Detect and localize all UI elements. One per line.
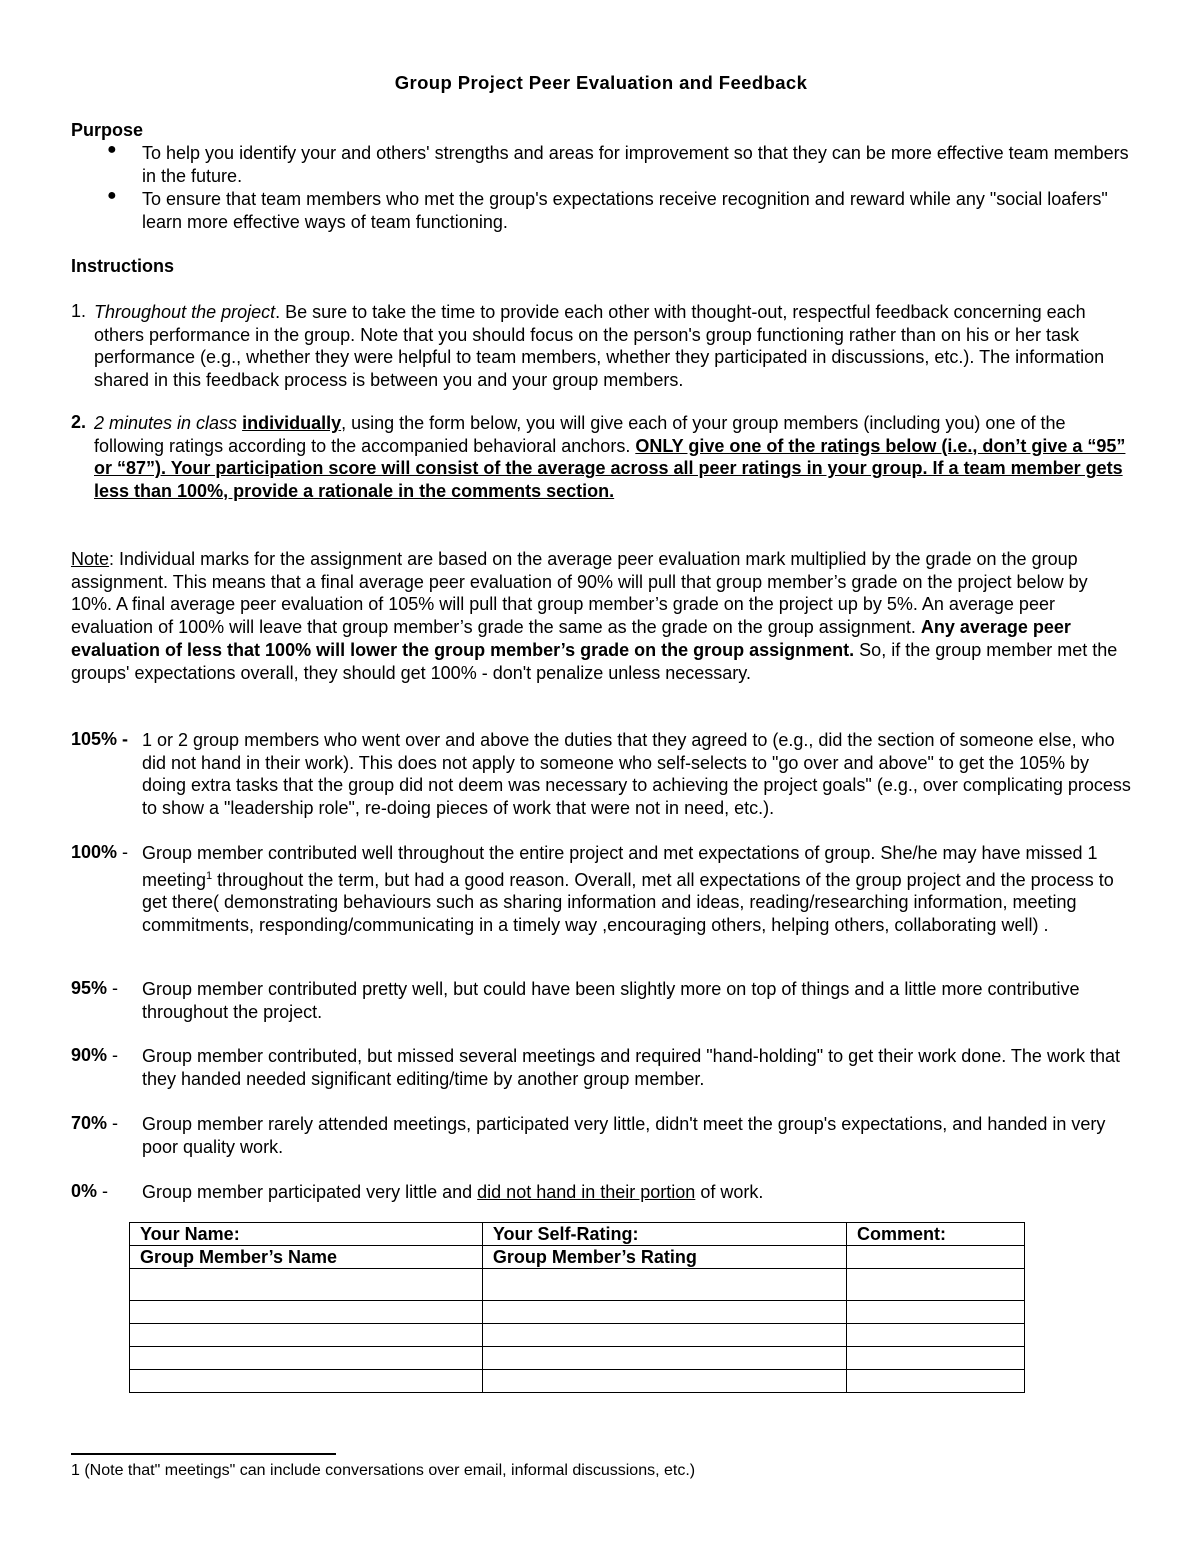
rating-70 xyxy=(71,1113,1131,1158)
note-tail: So, if the group member met the groups' expectations overall, they should get 100% - don't penalize unless necessary. xyxy=(71,639,1118,683)
rating-0 xyxy=(71,1181,1131,1204)
instruction-number: 1. xyxy=(71,301,87,321)
member-rating-cell[interactable] xyxy=(482,1269,846,1301)
table-row xyxy=(130,1370,1025,1393)
comment-cell[interactable] xyxy=(846,1370,1024,1393)
member-name-cell[interactable] xyxy=(130,1324,483,1347)
rating-105 xyxy=(71,729,1131,820)
footnote-ref: 1 xyxy=(206,869,213,882)
member-rating-cell[interactable] xyxy=(482,1347,846,1370)
instruction-body: , using the form below, you will give each of your group members (including you) one of the following ratings according to the accompanied behavioral anchors. xyxy=(94,413,1066,456)
member-name-cell[interactable] xyxy=(130,1347,483,1370)
note-paragraph xyxy=(71,548,1131,684)
instruction-emphasis: individually xyxy=(242,413,342,433)
footnote xyxy=(71,1462,695,1480)
peer-rating-form xyxy=(129,1222,1025,1393)
rating-description: Group member participated very little and did not hand in their portion of work. xyxy=(142,1182,764,1202)
purpose-heading: Purpose xyxy=(71,120,144,140)
purpose-bullet-text: To ensure that team members who met the group's expectations receive recognition and reward while any "social loafers" learn more effective ways of team functioning. xyxy=(142,189,1108,232)
instruction-text xyxy=(94,412,1131,503)
rating-100 xyxy=(71,842,1131,937)
rating-description: Group member contributed well throughout the entire project and met expectations of group. She/he may have missed 1 meeting$^1$ throughout the term, but had a good reason. Overall, met all expectations of the group project and the process to get there( demonstrating behaviours such as sharing information and ideas, reading/researching information, meeting commitments, responding/communicating in a timely way ,encouraging others, helping others, collaborating well) . xyxy=(142,843,1114,936)
table-row xyxy=(130,1347,1025,1370)
rating-label: 90% - xyxy=(71,1045,119,1065)
rating-label: 100% - xyxy=(71,842,129,862)
comment-cell[interactable]: Comment: xyxy=(846,1223,1024,1246)
document-title: Group Project Peer Evaluation and Feedback xyxy=(394,72,808,93)
instruction-item-1 xyxy=(71,301,1131,392)
rating-label: 95% - xyxy=(71,978,119,998)
instructions-heading: Instructions xyxy=(71,256,175,276)
footnote-text: (Note that" meetings" can include conversations over email, informal discussions, etc.) xyxy=(79,1462,696,1479)
table-row xyxy=(130,1269,1025,1301)
table-row xyxy=(130,1301,1025,1324)
purpose-bullet xyxy=(71,142,1131,187)
instruction-body: . Be sure to take the time to provide each other with thought-out, respectful feedback concerning each others performance in the group. Note that you should focus on the person's group functioning rather than on his or her task performance (e.g., whether they were helpful to team members, whether they participated in discussions, etc.). The information shared in this feedback process is between you and your group members. xyxy=(94,302,1105,391)
comment-cell[interactable] xyxy=(846,1269,1024,1301)
instruction-lead: Throughout the project xyxy=(94,302,276,322)
purpose-bullet xyxy=(71,188,1131,233)
comment-cell[interactable] xyxy=(846,1347,1024,1370)
footnote-number: 1 xyxy=(71,1462,80,1479)
table-row xyxy=(130,1223,1025,1246)
bullet-icon: ● xyxy=(107,141,117,158)
member-name-cell[interactable] xyxy=(130,1269,483,1301)
comment-cell[interactable] xyxy=(846,1301,1024,1324)
member-rating-cell[interactable] xyxy=(482,1324,846,1347)
rating-description: Group member contributed, but missed several meetings and required "hand-holding" to get their work done. The work that they handed needed significant editing/time by another group member. xyxy=(142,1046,1120,1089)
instruction-lead: 2 minutes in class xyxy=(94,413,238,433)
instruction-text xyxy=(94,301,1131,392)
bullet-icon: ● xyxy=(107,187,117,204)
table-row xyxy=(130,1324,1025,1347)
note-body: : Individual marks for the assignment are based on the average peer evaluation mark multiplied by the grade on the group assignment. This means that a final average peer evaluation of 90% will pull that group member’s grade on the project below by 10%. A final average peer evaluation of 105% will pull that group member’s grade on the project up by 5%. An average peer evaluation of 100% will leave that group member’s grade the same as the grade on the group assignment. xyxy=(71,549,1088,638)
comment-cell[interactable] xyxy=(846,1246,1024,1269)
rating-label: 0% - xyxy=(71,1181,109,1201)
instruction-item-2 xyxy=(71,412,1131,503)
self-rating-cell[interactable]: Your Self-Rating: xyxy=(482,1223,846,1246)
footnote-divider xyxy=(71,1453,336,1455)
member-name-header: Group Member’s Name xyxy=(130,1246,483,1269)
rating-underline: did not hand in their portion xyxy=(477,1182,696,1202)
rating-95 xyxy=(71,978,1131,1023)
rating-description: 1 or 2 group members who went over and above the duties that they agreed to (e.g., did the section of someone else, who did not hand in their work). This does not apply to someone who self-selects to "go over and above" to get the 105% by doing extra tasks that the group did not deem was necessary to achieving the project goals" (e.g., over complicating process to show a "leadership role", re-doing pieces of work that were not in need, etc.). xyxy=(142,730,1131,819)
note-bold: Any average peer evaluation of less that 100% will lower the group member’s grade on the group assignment. xyxy=(71,617,1071,660)
rating-description: Group member rarely attended meetings, participated very little, didn't meet the group's expectations, and handed in very poor quality work. xyxy=(142,1114,1106,1157)
instruction-number: 2. xyxy=(71,412,87,432)
table-row xyxy=(130,1246,1025,1269)
member-name-cell[interactable] xyxy=(130,1301,483,1324)
member-rating-cell[interactable] xyxy=(482,1370,846,1393)
member-rating-header: Group Member’s Rating xyxy=(482,1246,846,1269)
rating-90 xyxy=(71,1045,1131,1090)
rating-label: 105% - xyxy=(71,729,129,749)
member-name-cell[interactable] xyxy=(130,1370,483,1393)
rating-description: Group member contributed pretty well, but could have been slightly more on top of things and a little more contributive throughout the project. xyxy=(142,979,1080,1022)
rating-label: 70% - xyxy=(71,1113,119,1133)
member-rating-cell[interactable] xyxy=(482,1301,846,1324)
purpose-bullet-text: To help you identify your and others' strengths and areas for improvement so that they can be more effective team members in the future. xyxy=(142,143,1129,186)
note-label: Note xyxy=(71,549,110,569)
your-name-cell[interactable]: Your Name: xyxy=(130,1223,483,1246)
instruction-rules: ONLY give one of the ratings below (i.e., don’t give a “95” or “87”). Your participation score will consist of the average across all peer ratings in your group. If a team member gets less than 100%, provide a rationale in the comments section. xyxy=(94,435,1126,502)
comment-cell[interactable] xyxy=(846,1324,1024,1347)
